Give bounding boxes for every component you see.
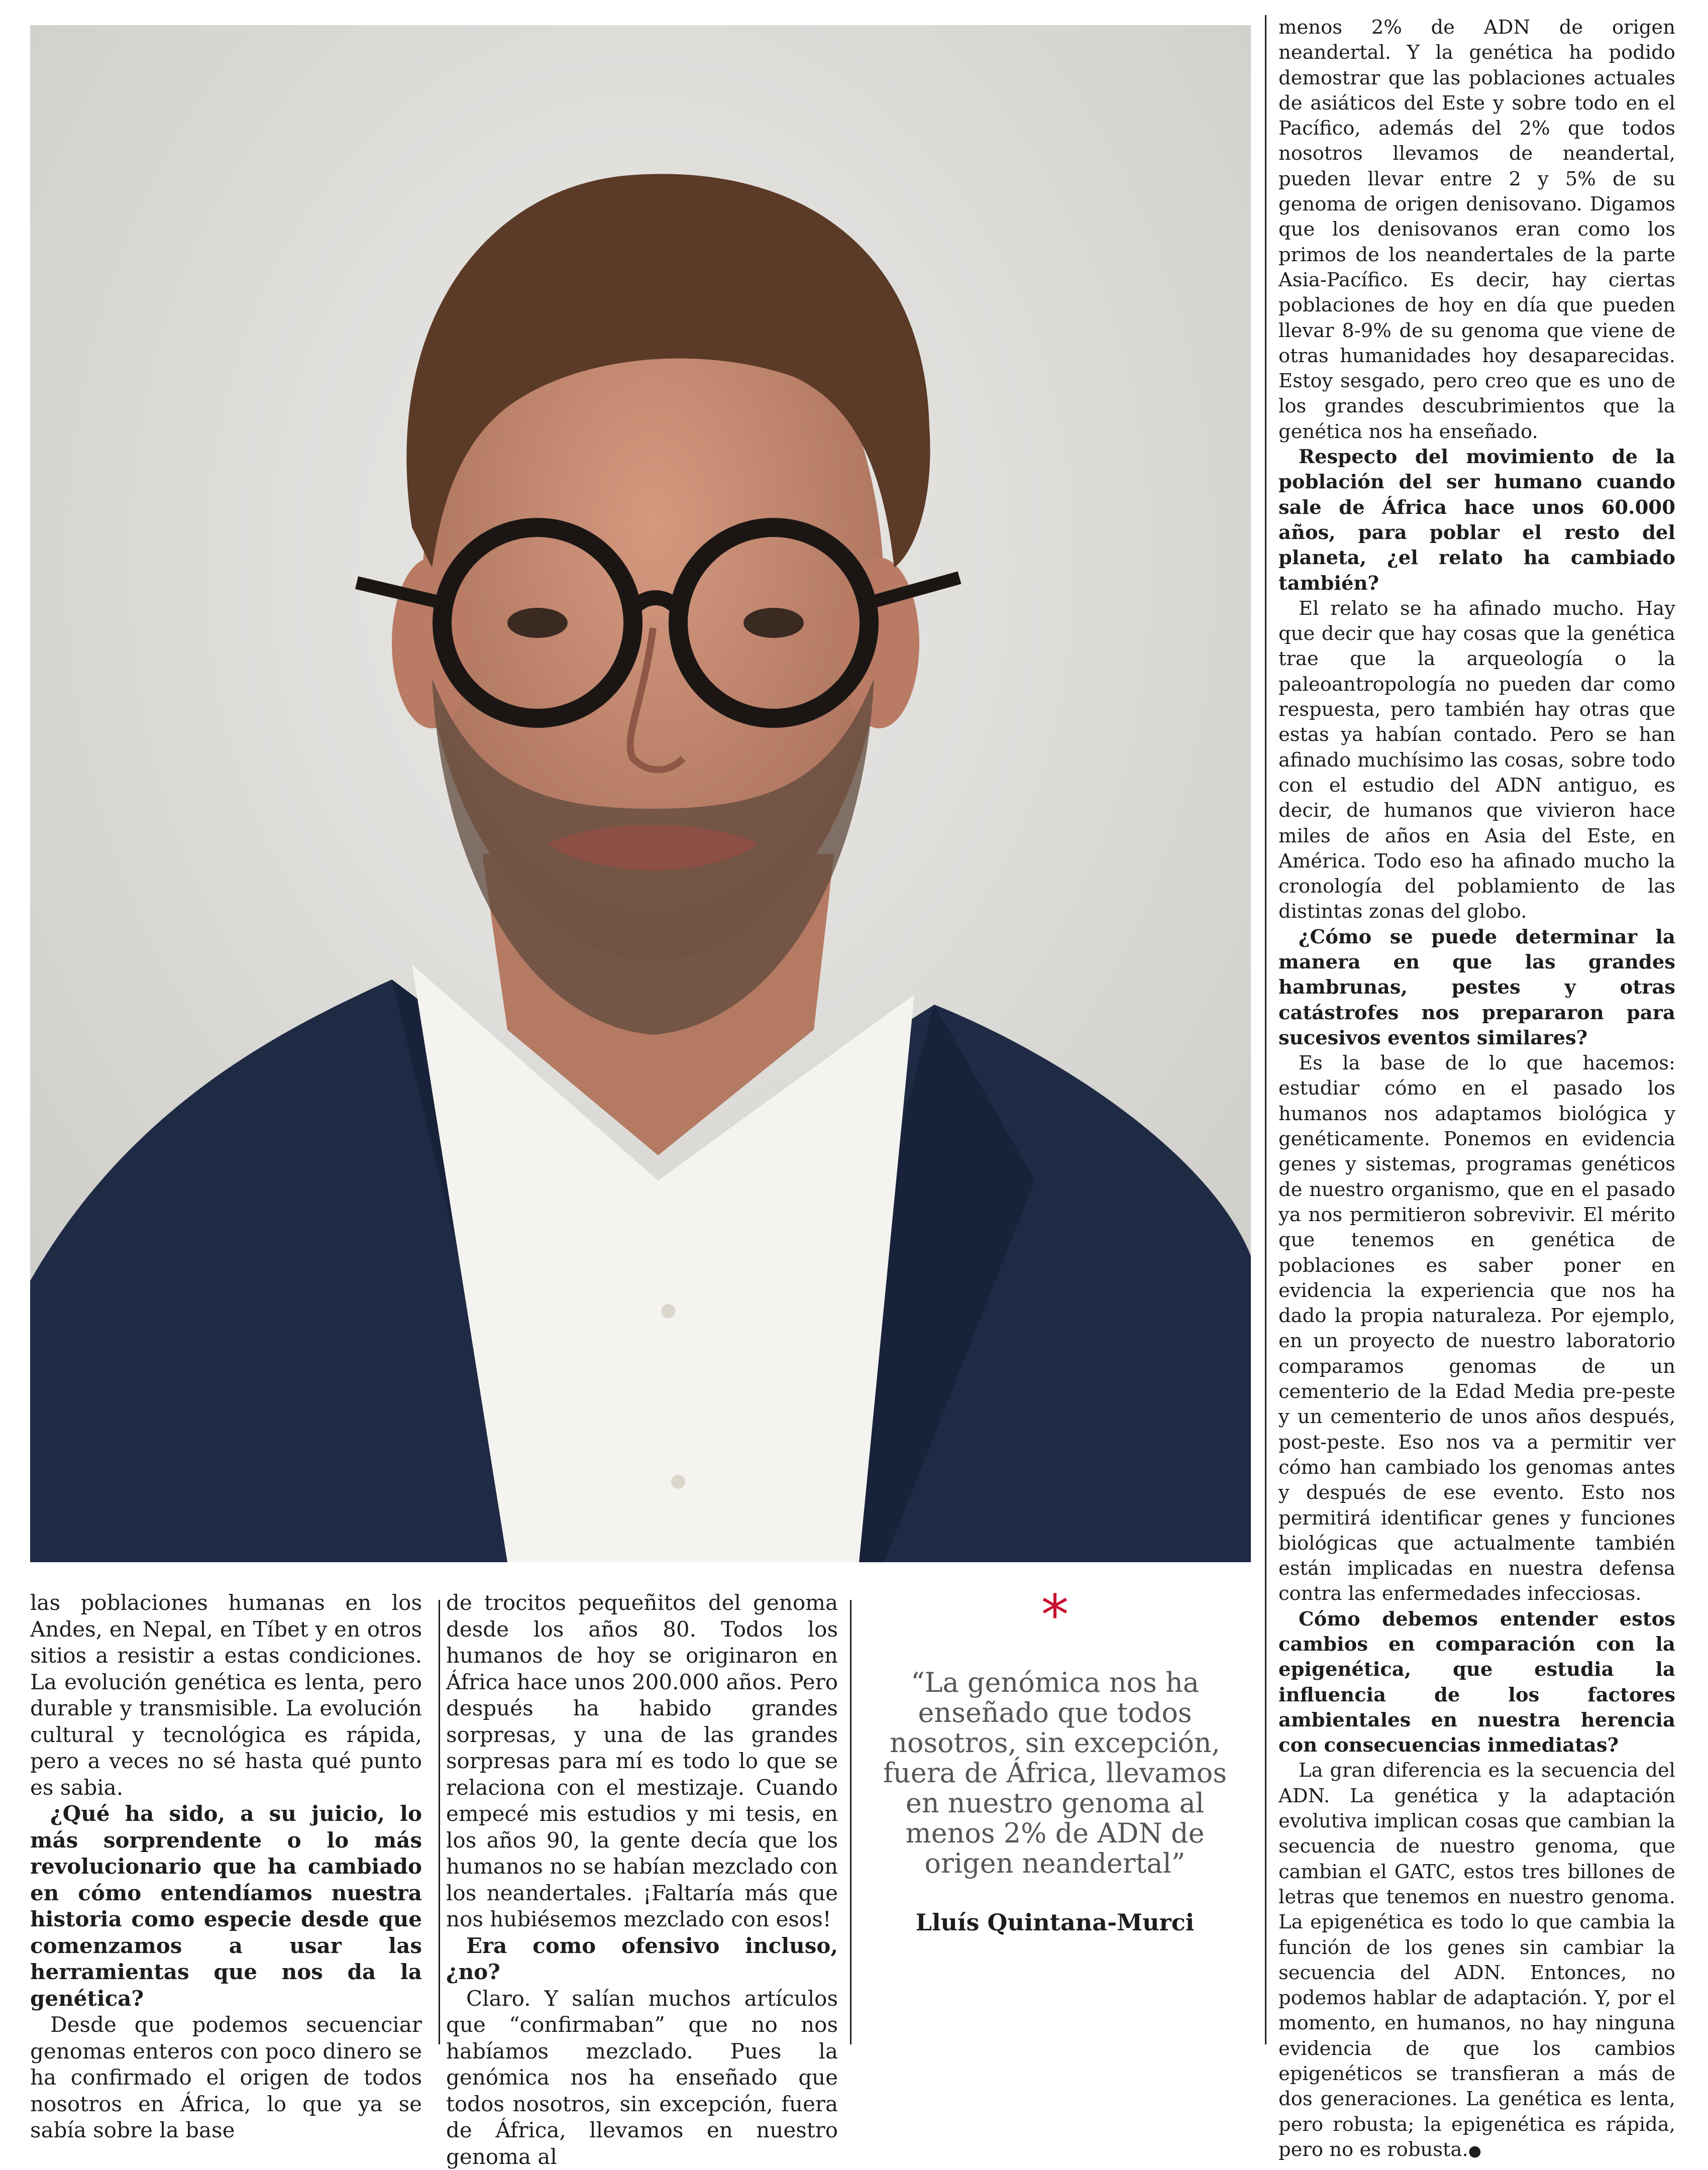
body-text: La gran diferencia es la secuencia del ADN. La genética y la adaptación evolutiva implican cosas que cambian la secuencia de nuestro genoma, que cambian el GATC, estos tres billones de letras que tenemos en nuestro genoma. La epigenética es todo lo que cambia la función de los genes sin cambiar la secuencia del ADN. Entonces, no podemos hablar de adaptación. Y, por el momento, en humanos, no hay ninguna evidencia de que los cambios epigenéticos se transfieran a más de dos generaciones. La genética es lenta, pero robusta; la epigenética es rápida, pero no es robusta. [1278, 1759, 1675, 2160]
interview-question: Respecto del movimiento de la población del ser humano cuando sale de África hace unos 60.000 años, para poblar el resto del planeta, ¿el relato ha cambiado también? [1278, 445, 1675, 596]
portrait-photo [30, 25, 1251, 1562]
body-paragraph: menos 2% de ADN de origen neandertal. Y la genética ha podido demostrar que las poblaciones actuales de asiáticos del Este y sobre todo en el Pacífico, además del 2% que todos nosotros llevamos de neandertal, pueden llevar entre 2 y 5% de su genoma de origen denisovano. Digamos que los denisovanos eran como los primos de los neandertales de la parte Asia-Pacífico. Es decir, hay ciertas poblaciones de hoy en día que pueden llevar 8-9% de su genoma que viene de otras humanidades hoy desaparecidas. Estoy sesgado, pero creo que es uno de los grandes descubrimientos que la genética nos ha enseñado. [1278, 15, 1675, 445]
interview-question: Cómo debemos entender estos cambios en comparación con la epigenética, que estudia la influencia de los factores ambientales en nuestra herencia con consecuencias inmediatas? [1278, 1607, 1675, 1759]
pull-quote-author: Lluís Quintana-Murci [879, 1909, 1231, 1936]
article-column-1 [30, 1590, 422, 2144]
article-column-2 [446, 1590, 838, 2170]
pull-quote-text: “La genómica nos ha enseñado que todos nosotros, sin excepción, fuera de África, llevamos en nuestro genoma al menos 2% de ADN de origen neandertal” [879, 1668, 1231, 1879]
body-paragraph: las poblaciones humanas en los Andes, en Nepal, en Tíbet y en otros sitios a resistir a estas condiciones. La evolución genética es lenta, pero durable y transmisible. La evolución cultural y tecnológica es rápida, pero a veces no sé hasta qué punto es sabia. [30, 1590, 422, 1801]
column-rule-3 [1265, 15, 1266, 2044]
body-paragraph: de trocitos pequeñitos del genoma desde los años 80. Todos los humanos de hoy se originaron en África hace unos 200.000 años. Pero después ha habido grandes sorpresas, y una de las grandes sorpresas para mí es todo lo que se relaciona con el mestizaje. Cuando empecé mis estudios y mi tesis, en los años 90, la gente decía que los humanos no se habían mezclado con los neandertales. ¡Faltaría más que nos hubiésemos mezclado con esos! [446, 1590, 838, 1933]
body-paragraph [1278, 1758, 1675, 2164]
interview-question: Era como ofensivo incluso, ¿no? [446, 1933, 838, 1986]
body-paragraph: El relato se ha afinado mucho. Hay que decir que hay cosas que la genética trae que la arqueología o la paleoantropología no pueden dar como respuesta, pero también hay otras que estas ya habían contado. Pero se han afinado muchísimo las cosas, sobre todo con el estudio del ADN antiguo, es decir, de humanos que vivieron hace miles de años en Asia del Este, en América. Todo eso ha afinado mucho la cronología del poblamiento de las distintas zonas del globo. [1278, 596, 1675, 925]
body-paragraph: Claro. Y salían muchos artículos que “confirmaban” que no nos habíamos mezclado. Pues la genómica nos ha enseñado que todos nosotros, sin excepción, fuera de África, llevamos en nuestro genoma al [446, 1986, 838, 2170]
column-rule-1 [439, 1600, 440, 2044]
article-column-3 [1278, 15, 1675, 2164]
interview-question: ¿Cómo se puede determinar la manera en que las grandes hambrunas, pestes y otras catástrofes nos prepararon para sucesivos eventos similares? [1278, 925, 1675, 1051]
pull-quote [879, 1587, 1231, 1936]
asterisk-icon: * [879, 1587, 1231, 1643]
interview-question: ¿Qué ha sido, a su juicio, lo más sorprendente o lo más revolucionario que ha cambiado en cómo entendíamos nuestra historia como especie desde que comenzamos a usar las herramientas que nos da la genética? [30, 1801, 422, 2012]
body-paragraph: Desde que podemos secuenciar genomas enteros con poco dinero se ha confirmado el origen de todos nosotros en África, lo que ya se sabía sobre la base [30, 2012, 422, 2144]
body-paragraph: Es la base de lo que hacemos: estudiar cómo en el pasado los humanos nos adaptamos biológica y genéticamente. Ponemos en evidencia genes y sistemas, programas genéticos de nuestro organismo, que en el pasado ya nos permitieron sobrevivir. El mérito que tenemos en genética de poblaciones es saber poner en evidencia la experiencia que nos ha dado la propia naturaleza. Por ejemplo, en un proyecto de nuestro laboratorio comparamos genomas de un cementerio de la Edad Media pre-peste y un cementerio de unos años después, post-peste. Eso nos va a permitir ver cómo han cambiado los genomas antes y después de ese evento. Esto nos permitirá identificar genes y funciones biológicas que actualmente también están implicadas en nuestra defensa contra las enfermedades infecciosas. [1278, 1051, 1675, 1607]
end-mark-icon: ● [1468, 2142, 1481, 2160]
portrait-illustration [30, 25, 1251, 1562]
column-rule-2 [850, 1600, 851, 2044]
